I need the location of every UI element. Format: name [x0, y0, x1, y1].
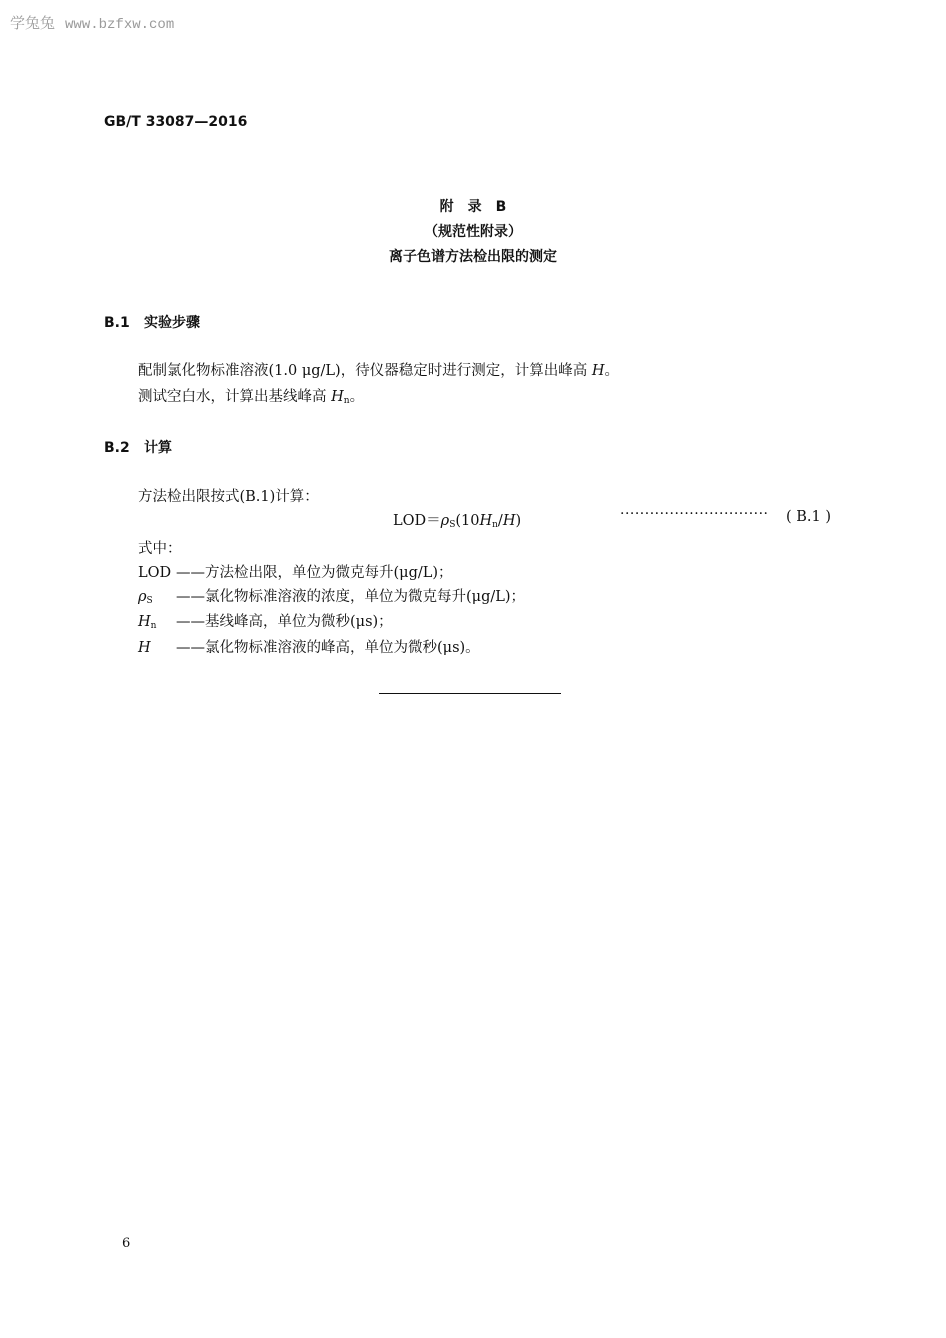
definition-lod	[138, 561, 453, 582]
formula	[393, 509, 521, 530]
standard-number: GB/T 33087—2016	[104, 114, 248, 130]
variable-h: H	[502, 513, 516, 529]
formula-part: (10	[455, 513, 480, 529]
definition-symbol	[138, 565, 176, 581]
formula-lhs: LOD＝	[393, 513, 441, 529]
variable-h: H	[591, 363, 605, 379]
subscript: n	[343, 396, 350, 406]
section-number: B.1	[104, 315, 130, 331]
section-number: B.2	[104, 440, 130, 456]
definition-text: ——方法检出限，单位为微克每升(μg/L)；	[176, 565, 453, 581]
subscript: n	[150, 621, 157, 631]
formula-part: /	[497, 513, 503, 529]
text: 测试空白水，计算出基线峰高	[138, 389, 327, 405]
where-label: 式中：	[138, 541, 182, 557]
section-title: 实验步骤	[144, 315, 200, 331]
equation-number: ( B.1 )	[786, 509, 832, 525]
section-b2-heading	[104, 437, 172, 457]
text-end: 。	[604, 363, 619, 379]
end-rule	[379, 693, 561, 694]
symbol: H	[138, 614, 151, 630]
symbol: ρ	[138, 589, 147, 605]
b1-paragraph-1	[138, 359, 619, 380]
definition-symbol	[138, 640, 176, 656]
symbol: H	[138, 640, 151, 656]
section-title: 计算	[144, 440, 172, 456]
variable-h: H	[331, 389, 344, 405]
definition-rho	[138, 585, 525, 606]
appendix-name: 离子色谱方法检出限的测定	[389, 249, 557, 265]
formula-part: )	[515, 513, 522, 529]
definition-text: ——氯化物标准溶液的峰高，单位为微秒(μs)。	[176, 640, 480, 656]
subscript: S	[449, 520, 456, 530]
text: 配制氯化物标准溶液(1.0 μg/L)，待仪器稳定时进行测定，计算出峰高	[138, 363, 588, 379]
definition-hn	[138, 610, 393, 631]
b2-intro: 方法检出限按式(B.1)计算：	[138, 489, 319, 505]
definition-symbol	[138, 589, 176, 606]
definition-h	[138, 636, 480, 657]
b1-paragraph-2	[138, 385, 364, 406]
variable-h: H	[479, 513, 493, 529]
appendix-type: （规范性附录）	[424, 224, 522, 240]
definition-text: ——氯化物标准溶液的浓度，单位为微克每升(μg/L)；	[176, 589, 526, 605]
subscript: S	[146, 596, 153, 606]
watermark-site: 学兔兔	[10, 14, 56, 32]
watermark	[10, 12, 174, 33]
definition-text: ——基线峰高，单位为微秒(μs)；	[176, 614, 393, 630]
symbol: LOD	[138, 565, 172, 581]
rho-symbol: ρ	[440, 513, 450, 529]
text-end: 。	[349, 389, 365, 405]
leader-dots: ······························	[620, 506, 769, 522]
appendix-title: 附 录 B	[439, 199, 507, 215]
definition-symbol	[138, 614, 176, 631]
section-b1-heading	[104, 312, 200, 332]
subscript: n	[492, 520, 498, 530]
page-number: 6	[122, 1236, 131, 1251]
watermark-url[interactable]: www.bzfxw.com	[65, 17, 175, 33]
